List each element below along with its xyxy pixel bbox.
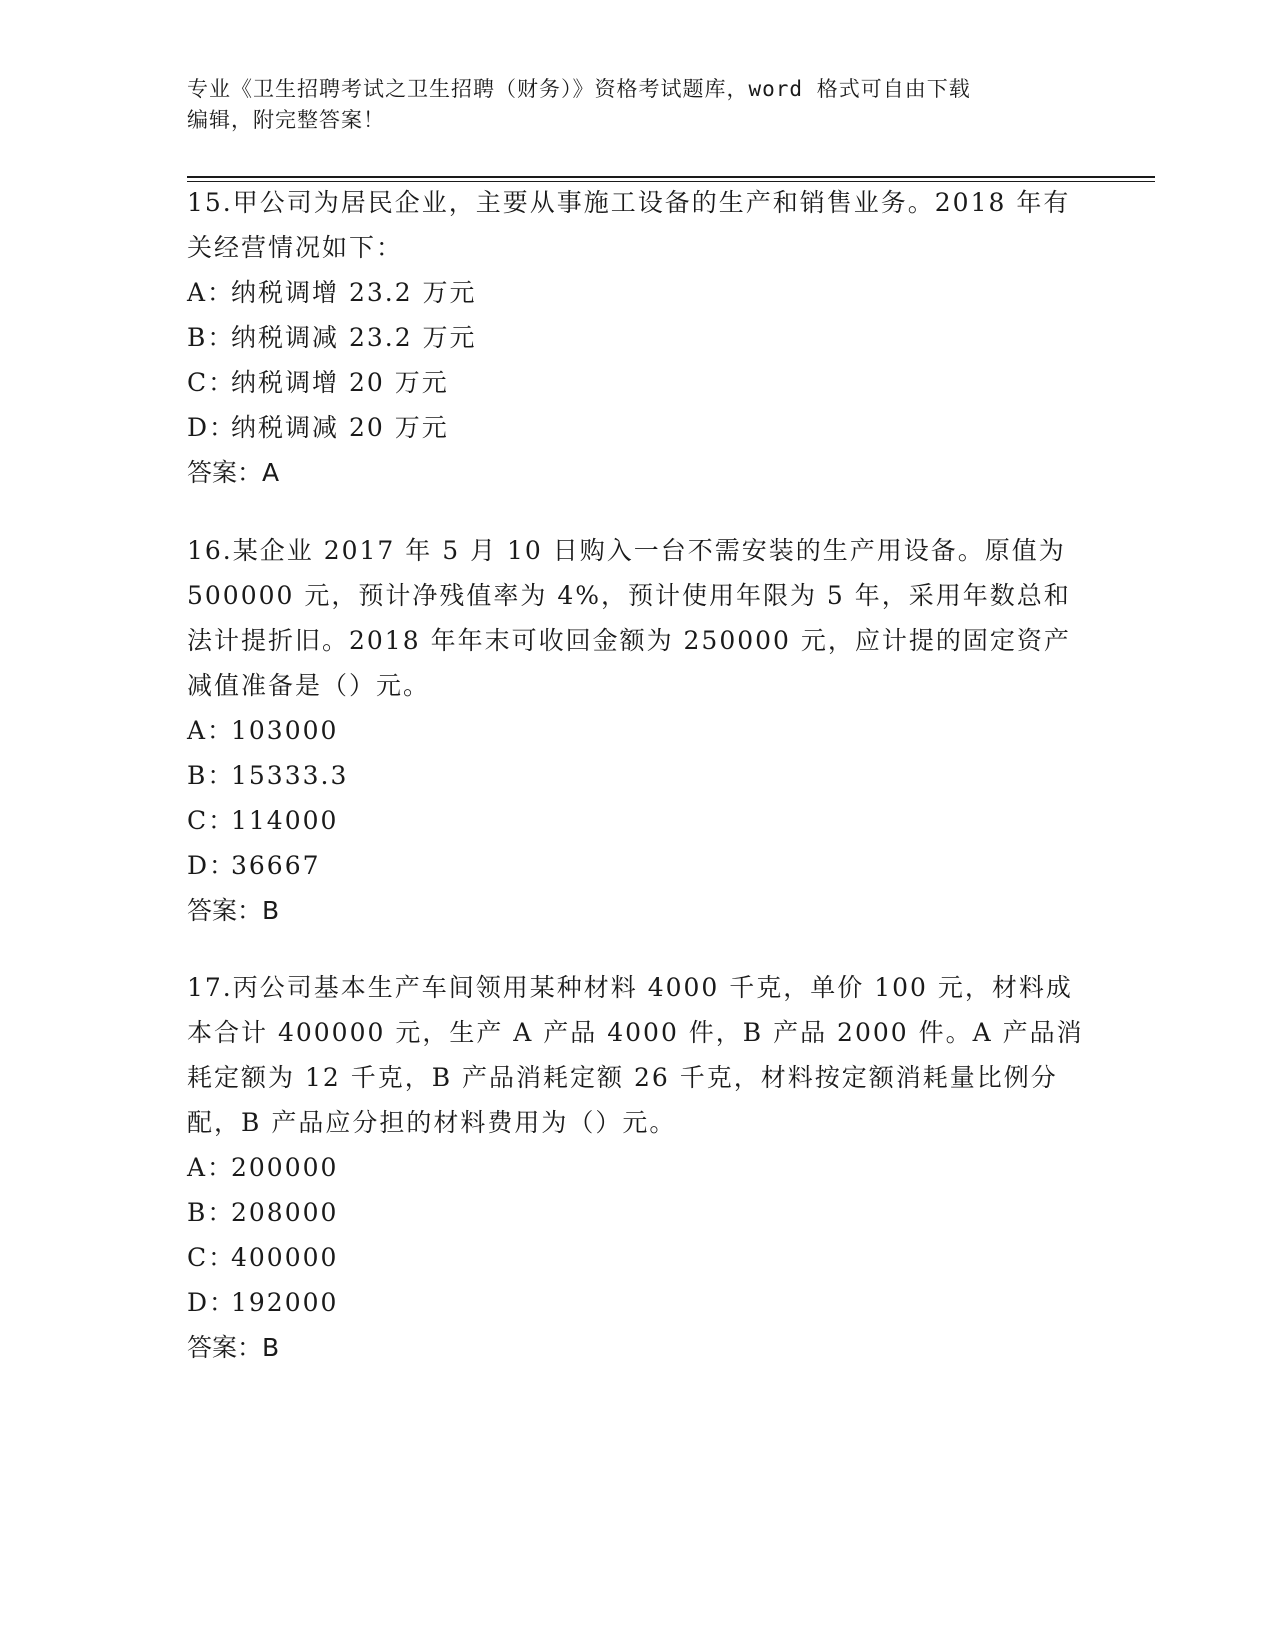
header-line-2: 编辑，附完整答案！: [187, 108, 385, 132]
option-b: [187, 1190, 1087, 1235]
option-a: [187, 708, 1087, 753]
question-15: [187, 180, 1087, 495]
option-a: [187, 1145, 1087, 1190]
option-text: 200000: [231, 1153, 339, 1182]
option-key: D：: [187, 1288, 237, 1317]
option-key: C：: [187, 1243, 236, 1272]
question-text: 16.某企业 2017 年 5 月 10 日购入一台不需安装的生产用设备。原值为 500000 元，预计净残值率为 4%，预计使用年限为 5 年，采用年数总和法计提折旧。2018 年年末可收回金额为 250000 元，应计提的固定资产减值准备是（）元。: [187, 536, 1071, 700]
option-text: 103000: [231, 716, 339, 745]
option-a: [187, 270, 1087, 315]
option-d: [187, 405, 1087, 450]
option-text: 纳税调减 23.2 万元: [231, 323, 477, 352]
option-key: A：: [187, 278, 235, 307]
option-key: A：: [187, 716, 235, 745]
option-text: 114000: [231, 806, 339, 835]
header-divider: [187, 176, 1155, 178]
option-key: D：: [187, 851, 237, 880]
option-d: [187, 843, 1087, 888]
option-key: A：: [187, 1153, 235, 1182]
option-b: [187, 753, 1087, 798]
option-text: 纳税调减 20 万元: [231, 413, 449, 442]
option-c: [187, 798, 1087, 843]
question-text: 15.甲公司为居民企业，主要从事施工设备的生产和销售业务。2018 年有关经营情况如下：: [187, 188, 1071, 262]
option-text: 纳税调增 20 万元: [231, 368, 449, 397]
question-text: 17.丙公司基本生产车间领用某种材料 4000 千克，单价 100 元，材料成本合计 400000 元，生产 A 产品 4000 件，B 产品 2000 件。A 产品消耗定额为 12 千克，B 产品消耗定额 26 千克，材料按定额消耗量比例分配，B 产品应分担的材料费用为（）元。: [187, 973, 1084, 1137]
option-key: C：: [187, 806, 236, 835]
answer-line: 答案：B: [187, 896, 280, 925]
option-d: [187, 1280, 1087, 1325]
option-key: B：: [187, 323, 235, 352]
option-key: C：: [187, 368, 236, 397]
question-16: [187, 528, 1087, 933]
option-text: 纳税调增 23.2 万元: [231, 278, 477, 307]
option-c: [187, 360, 1087, 405]
option-c: [187, 1235, 1087, 1280]
document-header: [187, 74, 1067, 136]
option-text: 192000: [231, 1288, 339, 1317]
answer-line: 答案：B: [187, 1333, 280, 1362]
option-key: B：: [187, 1198, 235, 1227]
option-b: [187, 315, 1087, 360]
question-17: [187, 965, 1087, 1370]
option-key: D：: [187, 413, 237, 442]
answer-line: 答案：A: [187, 458, 280, 487]
option-text: 36667: [231, 851, 321, 880]
option-key: B：: [187, 761, 235, 790]
option-text: 400000: [231, 1243, 339, 1272]
option-text: 15333.3: [231, 761, 349, 790]
header-line-1: 专业《卫生招聘考试之卫生招聘（财务）》资格考试题库，word 格式可自由下载: [187, 77, 971, 101]
option-text: 208000: [231, 1198, 339, 1227]
